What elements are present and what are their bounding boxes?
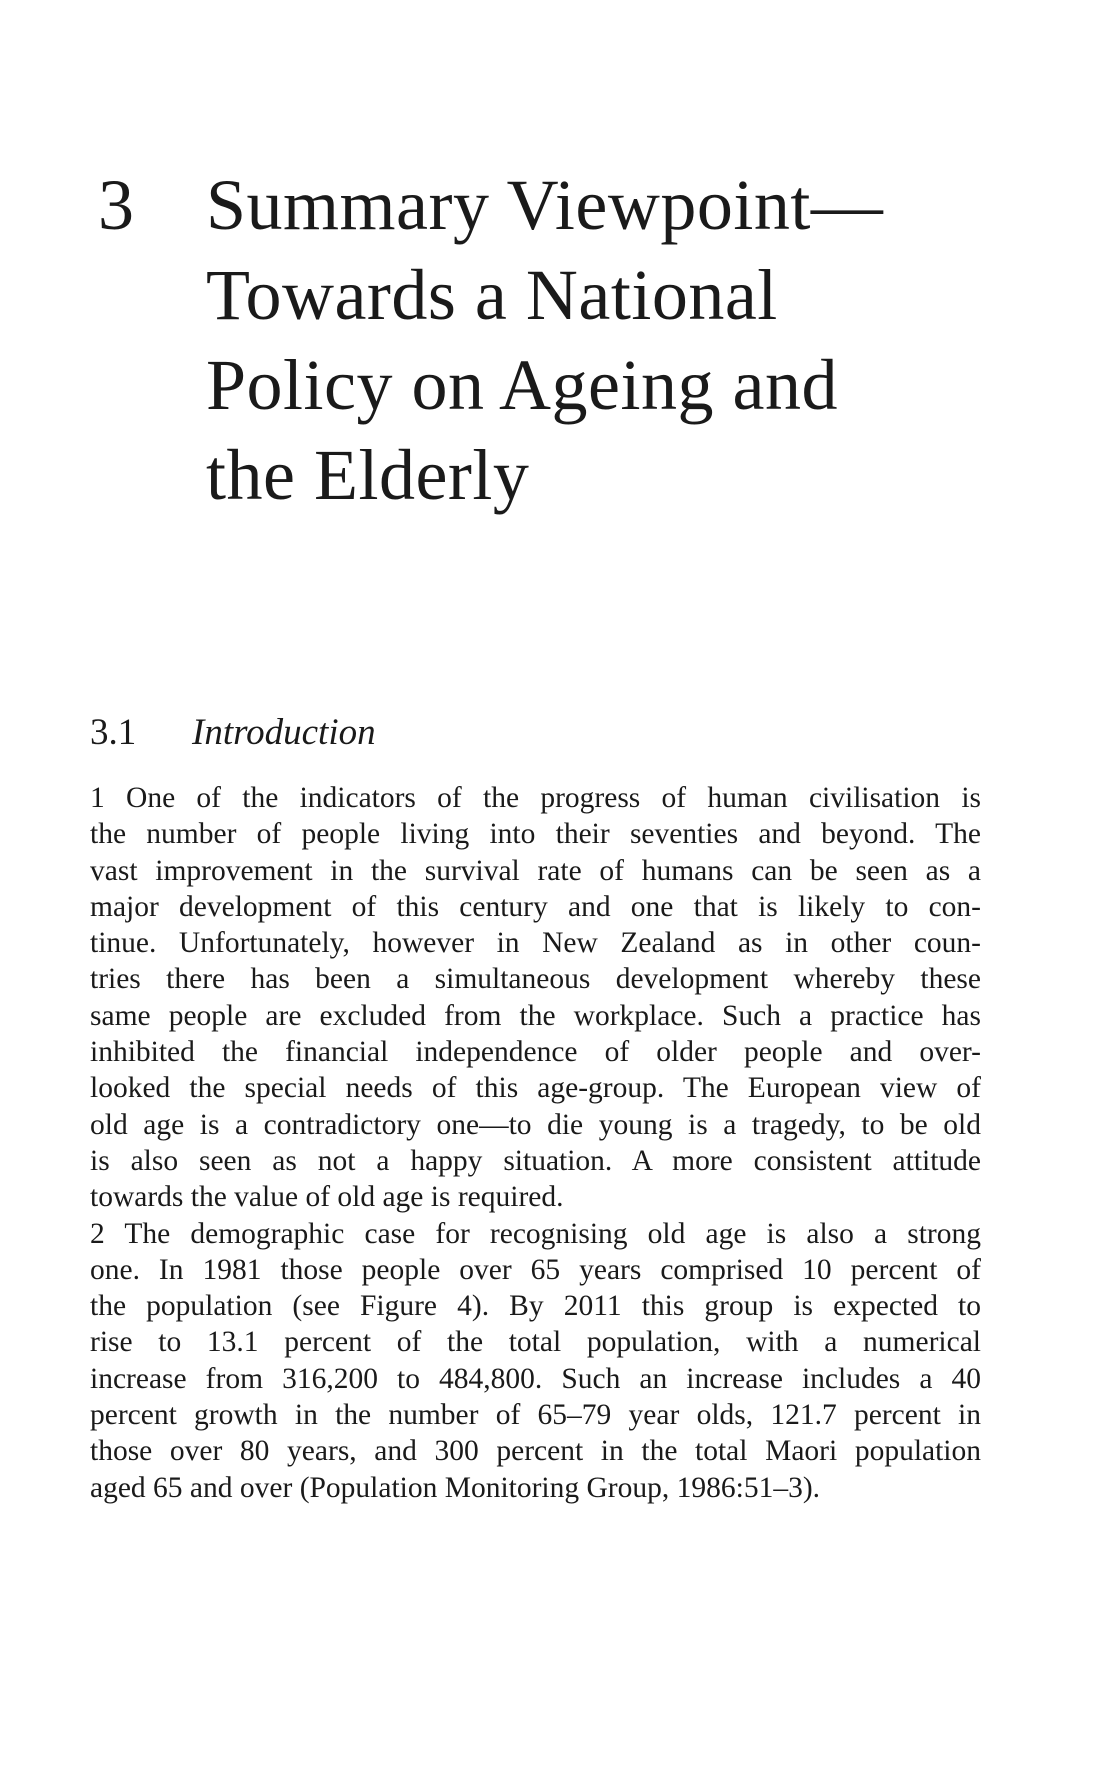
body-text (90, 780, 981, 1506)
section-number: 3.1 (90, 712, 137, 753)
text-line: the number of people living into their seventies and beyond. The (90, 818, 981, 851)
text-line: vast improvement in the survival rate of humans can be seen as a (90, 854, 981, 887)
text-line: inhibited the financial independence of older people and over- (90, 1036, 981, 1069)
text-line: 2 The demographic case for recognising old age is also a strong (90, 1217, 981, 1250)
text-line: aged 65 and over (Population Monitoring Group, 1986:51–3). (90, 1471, 821, 1504)
text-line: tries there has been a simultaneous development whereby these (90, 963, 981, 996)
text-line: percent growth in the number of 65–79 year olds, 121.7 percent in (90, 1399, 981, 1432)
chapter-title-line: Towards a National (206, 255, 778, 335)
section-heading (90, 710, 376, 756)
text-line: one. In 1981 those people over 65 years comprised 10 percent of (90, 1253, 981, 1286)
chapter-title-line: Policy on Ageing and (206, 345, 838, 425)
text-line: looked the special needs of this age-group. The European view of (90, 1072, 981, 1105)
chapter-number: 3 (98, 165, 134, 245)
text-line: major development of this century and one that is likely to con- (90, 890, 981, 923)
text-line: same people are excluded from the workplace. Such a practice has (90, 999, 981, 1032)
paragraph-1 (90, 780, 981, 1216)
text-line: increase from 316,200 to 484,800. Such an increase includes a 40 (90, 1362, 981, 1395)
chapter-title-line: the Elderly (206, 435, 530, 515)
text-line: old age is a contradictory one—to die young is a tragedy, to be old (90, 1108, 981, 1141)
text-line: towards the value of old age is required. (90, 1181, 564, 1214)
text-line: those over 80 years, and 300 percent in the total Maori population (90, 1435, 981, 1468)
chapter-title-line: Summary Viewpoint— (206, 165, 884, 245)
text-line: 1 One of the indicators of the progress of human civilisation is (90, 782, 981, 814)
text-line: tinue. Unfortunately, however in New Zealand as in other coun- (90, 927, 981, 960)
chapter-title (206, 160, 883, 520)
text-line: is also seen as not a happy situation. A more consistent attitude (90, 1144, 981, 1177)
paragraph-2 (90, 1216, 981, 1506)
text-line: the population (see Figure 4). By 2011 this group is expected to (90, 1290, 981, 1323)
text-line: rise to 13.1 percent of the total population, with a numerical (90, 1326, 981, 1359)
section-title: Introduction (192, 712, 376, 753)
